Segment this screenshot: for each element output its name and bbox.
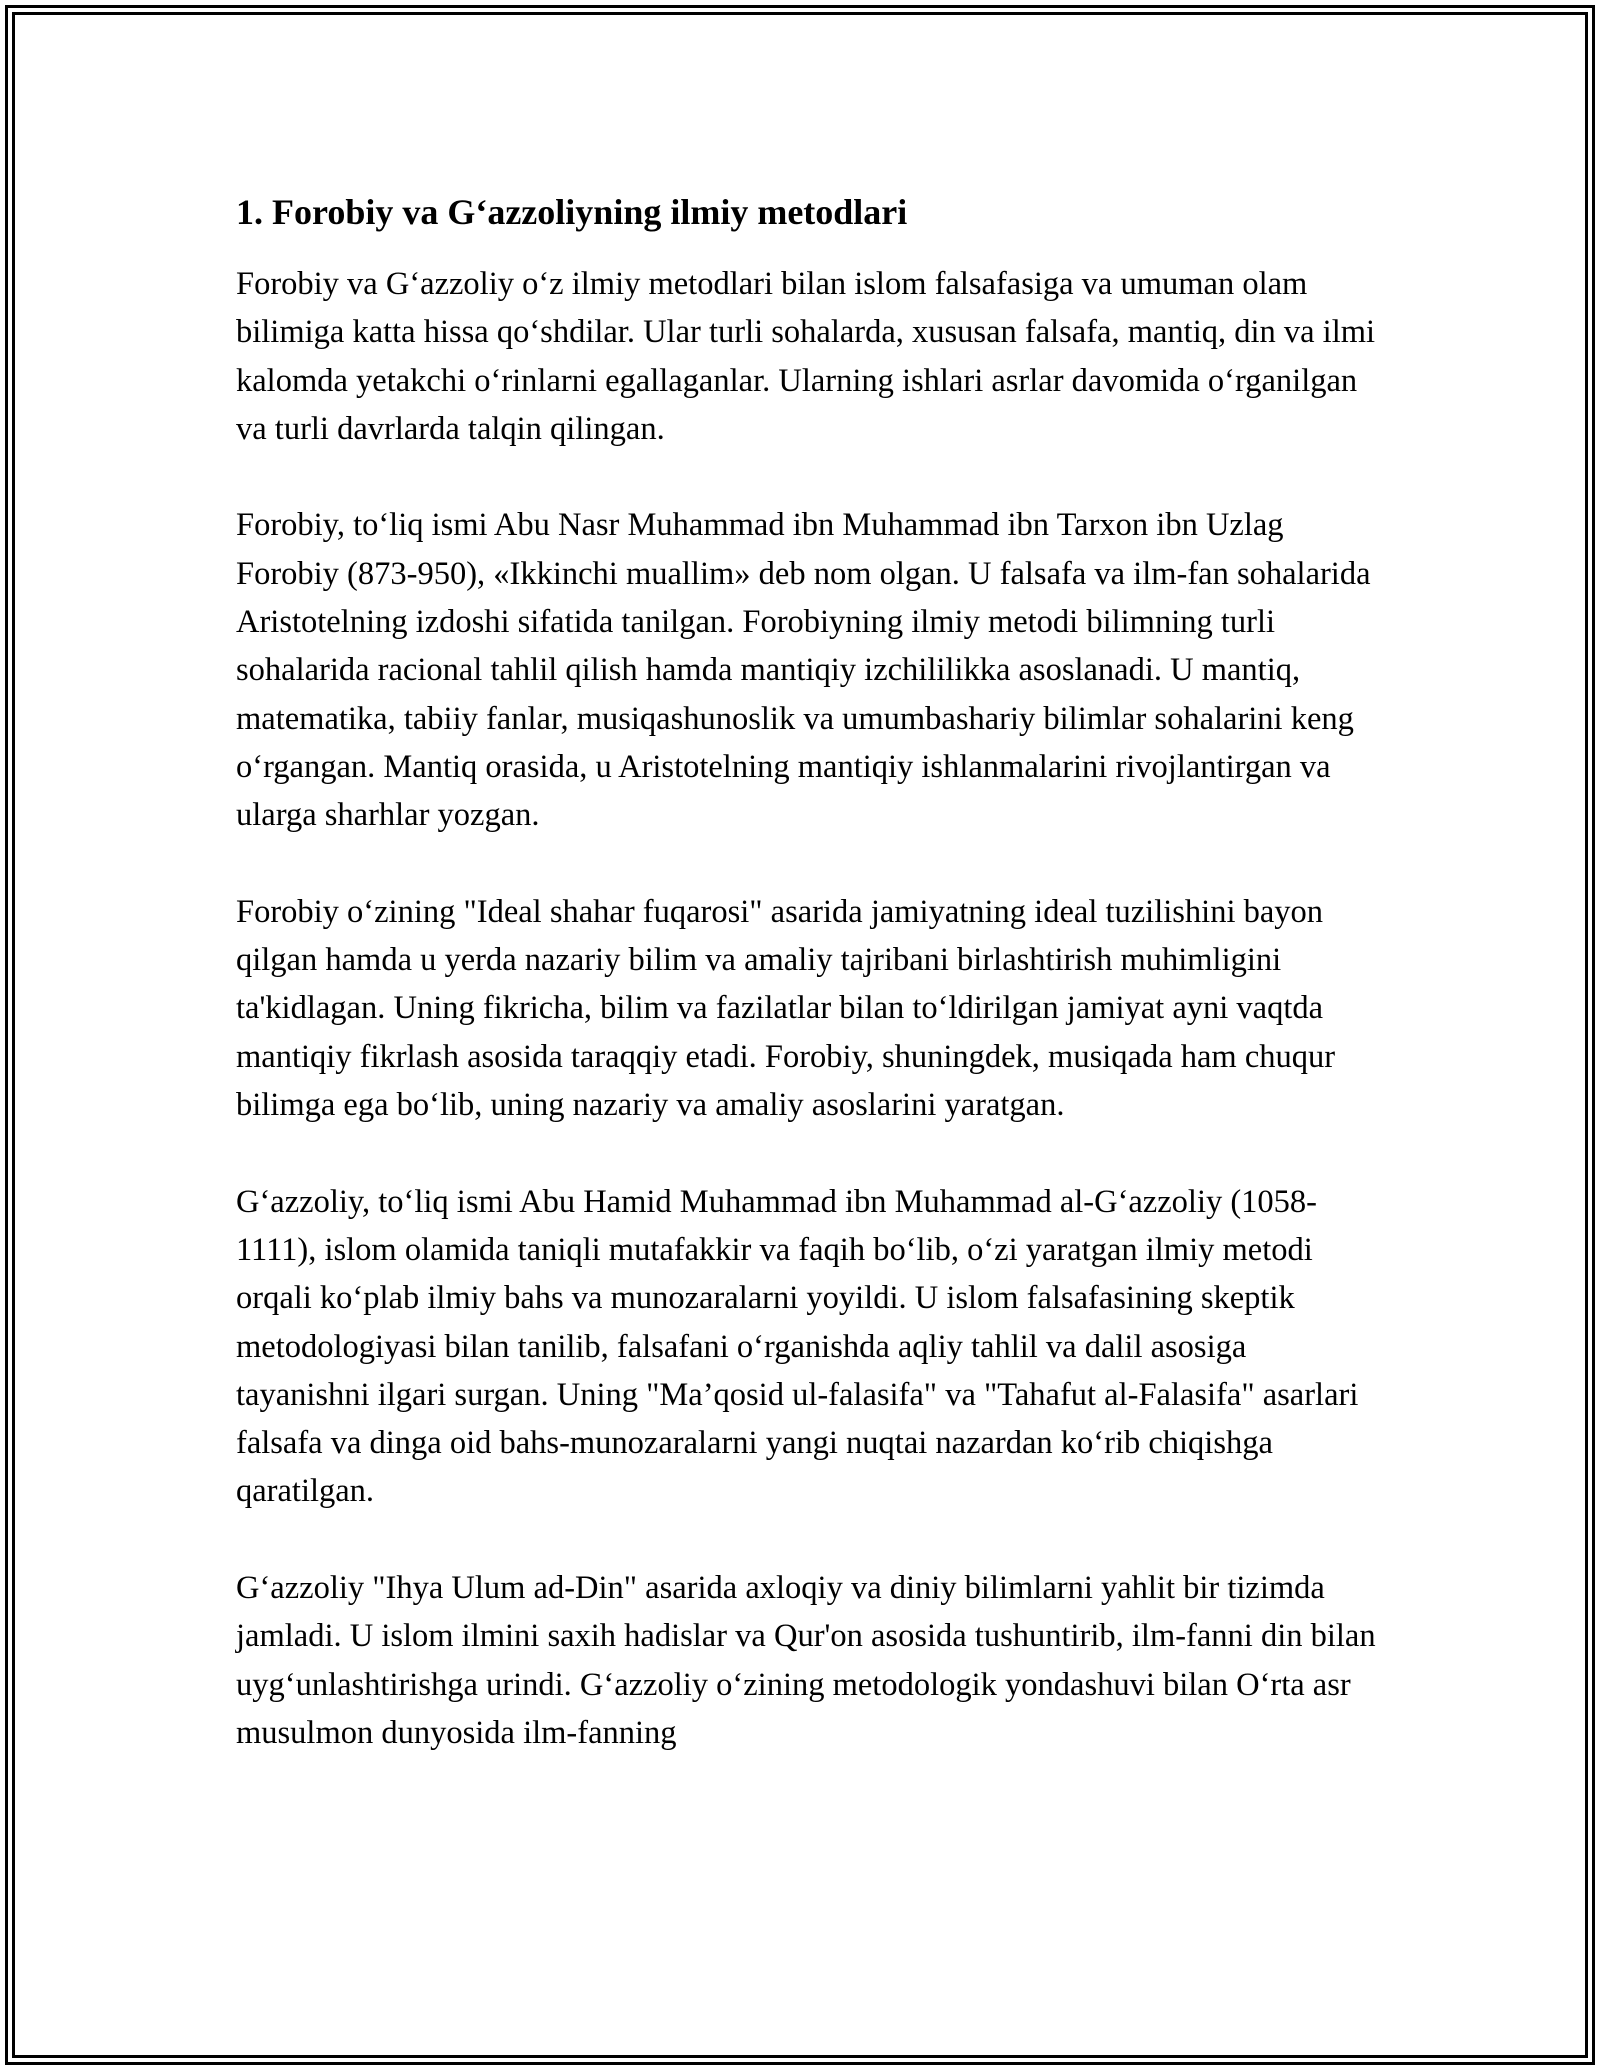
paragraph-forobiy-ideal-city: Forobiy o‘zining "Ideal shahar fuqarosi" asarida jamiyatning ideal tuzilishini bayon qilgan hamda u yerda nazariy bilim va amaliy tajribani birlashtirish muhimligini ta'kidlagan. Uning fikricha, bilim va fazilatlar bilan to‘ldirilgan jamiyat ayni vaqtda mantiqiy fikrlash asosida taraqqiy etadi. Forobiy, shuningdek, musiqada ham chuqur bilimga ega bo‘lib, uning nazariy va amaliy asoslarini yaratgan. — [236, 893, 1336, 1124]
paragraph-intro: Forobiy va G‘azzoliy o‘z ilmiy metodlari bilan islom falsafasiga va umuman olam bilimiga katta hissa qo‘shdilar. Ular turli sohalarda, xususan falsafa, mantiq, din va ilmi kalomda yetakchi o‘rinlarni egallaganlar. Ularning ishlari asrlar davomida o‘rganilgan va turli davrlarda talqin qilingan. — [236, 266, 1376, 447]
document-body — [236, 188, 1376, 1806]
paragraph-gazzoliy-bio: G‘azzoliy, to‘liq ismi Abu Hamid Muhammad ibn Muhammad al-G‘azzoliy (1058-1111), islom olamida taniqli mutafakkir va faqih bo‘lib, o‘zi yaratgan ilmiy metodi orqali ko‘plab ilmiy bahs va munozaralarni yoyildi. U islom falsafasining skeptik metodologiyasi bilan tanilib, falsafani o‘rganishda aqliy tahlil va dalil asosiga tayanishni ilgari surgan. Uning "Ma’qosid ul-falasifa" va "Tahafut al-Falasifa" asarlari falsafa va dinga oid bahs-munozaralarni yangi nuqtai nazardan ko‘rib chiqishga qaratilgan. — [236, 1183, 1359, 1510]
section-heading: 1. Forobiy va G‘azzoliyning ilmiy metodlari — [236, 192, 908, 232]
paragraph-gazzoliy-ihya: G‘azzoliy "Ihya Ulum ad-Din" asarida axloqiy va diniy bilimlarni yahlit bir tizimda jamladi. U islom ilmini saxih hadislar va Qur'on asosida tushuntirib, ilm-fanni din bilan uyg‘unlashtirishga urindi. G‘azzoliy o‘zining metodologik yondashuvi bilan O‘rta asr musulmon dunyosida ilm-fanning — [236, 1570, 1376, 1751]
paragraph-forobiy-bio: Forobiy, to‘liq ismi Abu Nasr Muhammad ibn Muhammad ibn Tarxon ibn Uzlag Forobiy (873-950), «Ikkinchi muallim» deb nom olgan. U falsafa va ilm-fan sohalarida Aristotelning izdoshi sifatida tanilgan. Forobiyning ilmiy metodi bilimning turli sohalarida racional tahlil qilish hamda mantiqiy izchililikka asoslanadi. U mantiq, matematika, tabiiy fanlar, musiqashunoslik va umumbashariy bilimlar sohalarini keng o‘rgangan. Mantiq orasida, u Aristotelning mantiqiy ishlanmalarini rivojlantirgan va ularga sharhlar yozgan. — [236, 507, 1371, 834]
